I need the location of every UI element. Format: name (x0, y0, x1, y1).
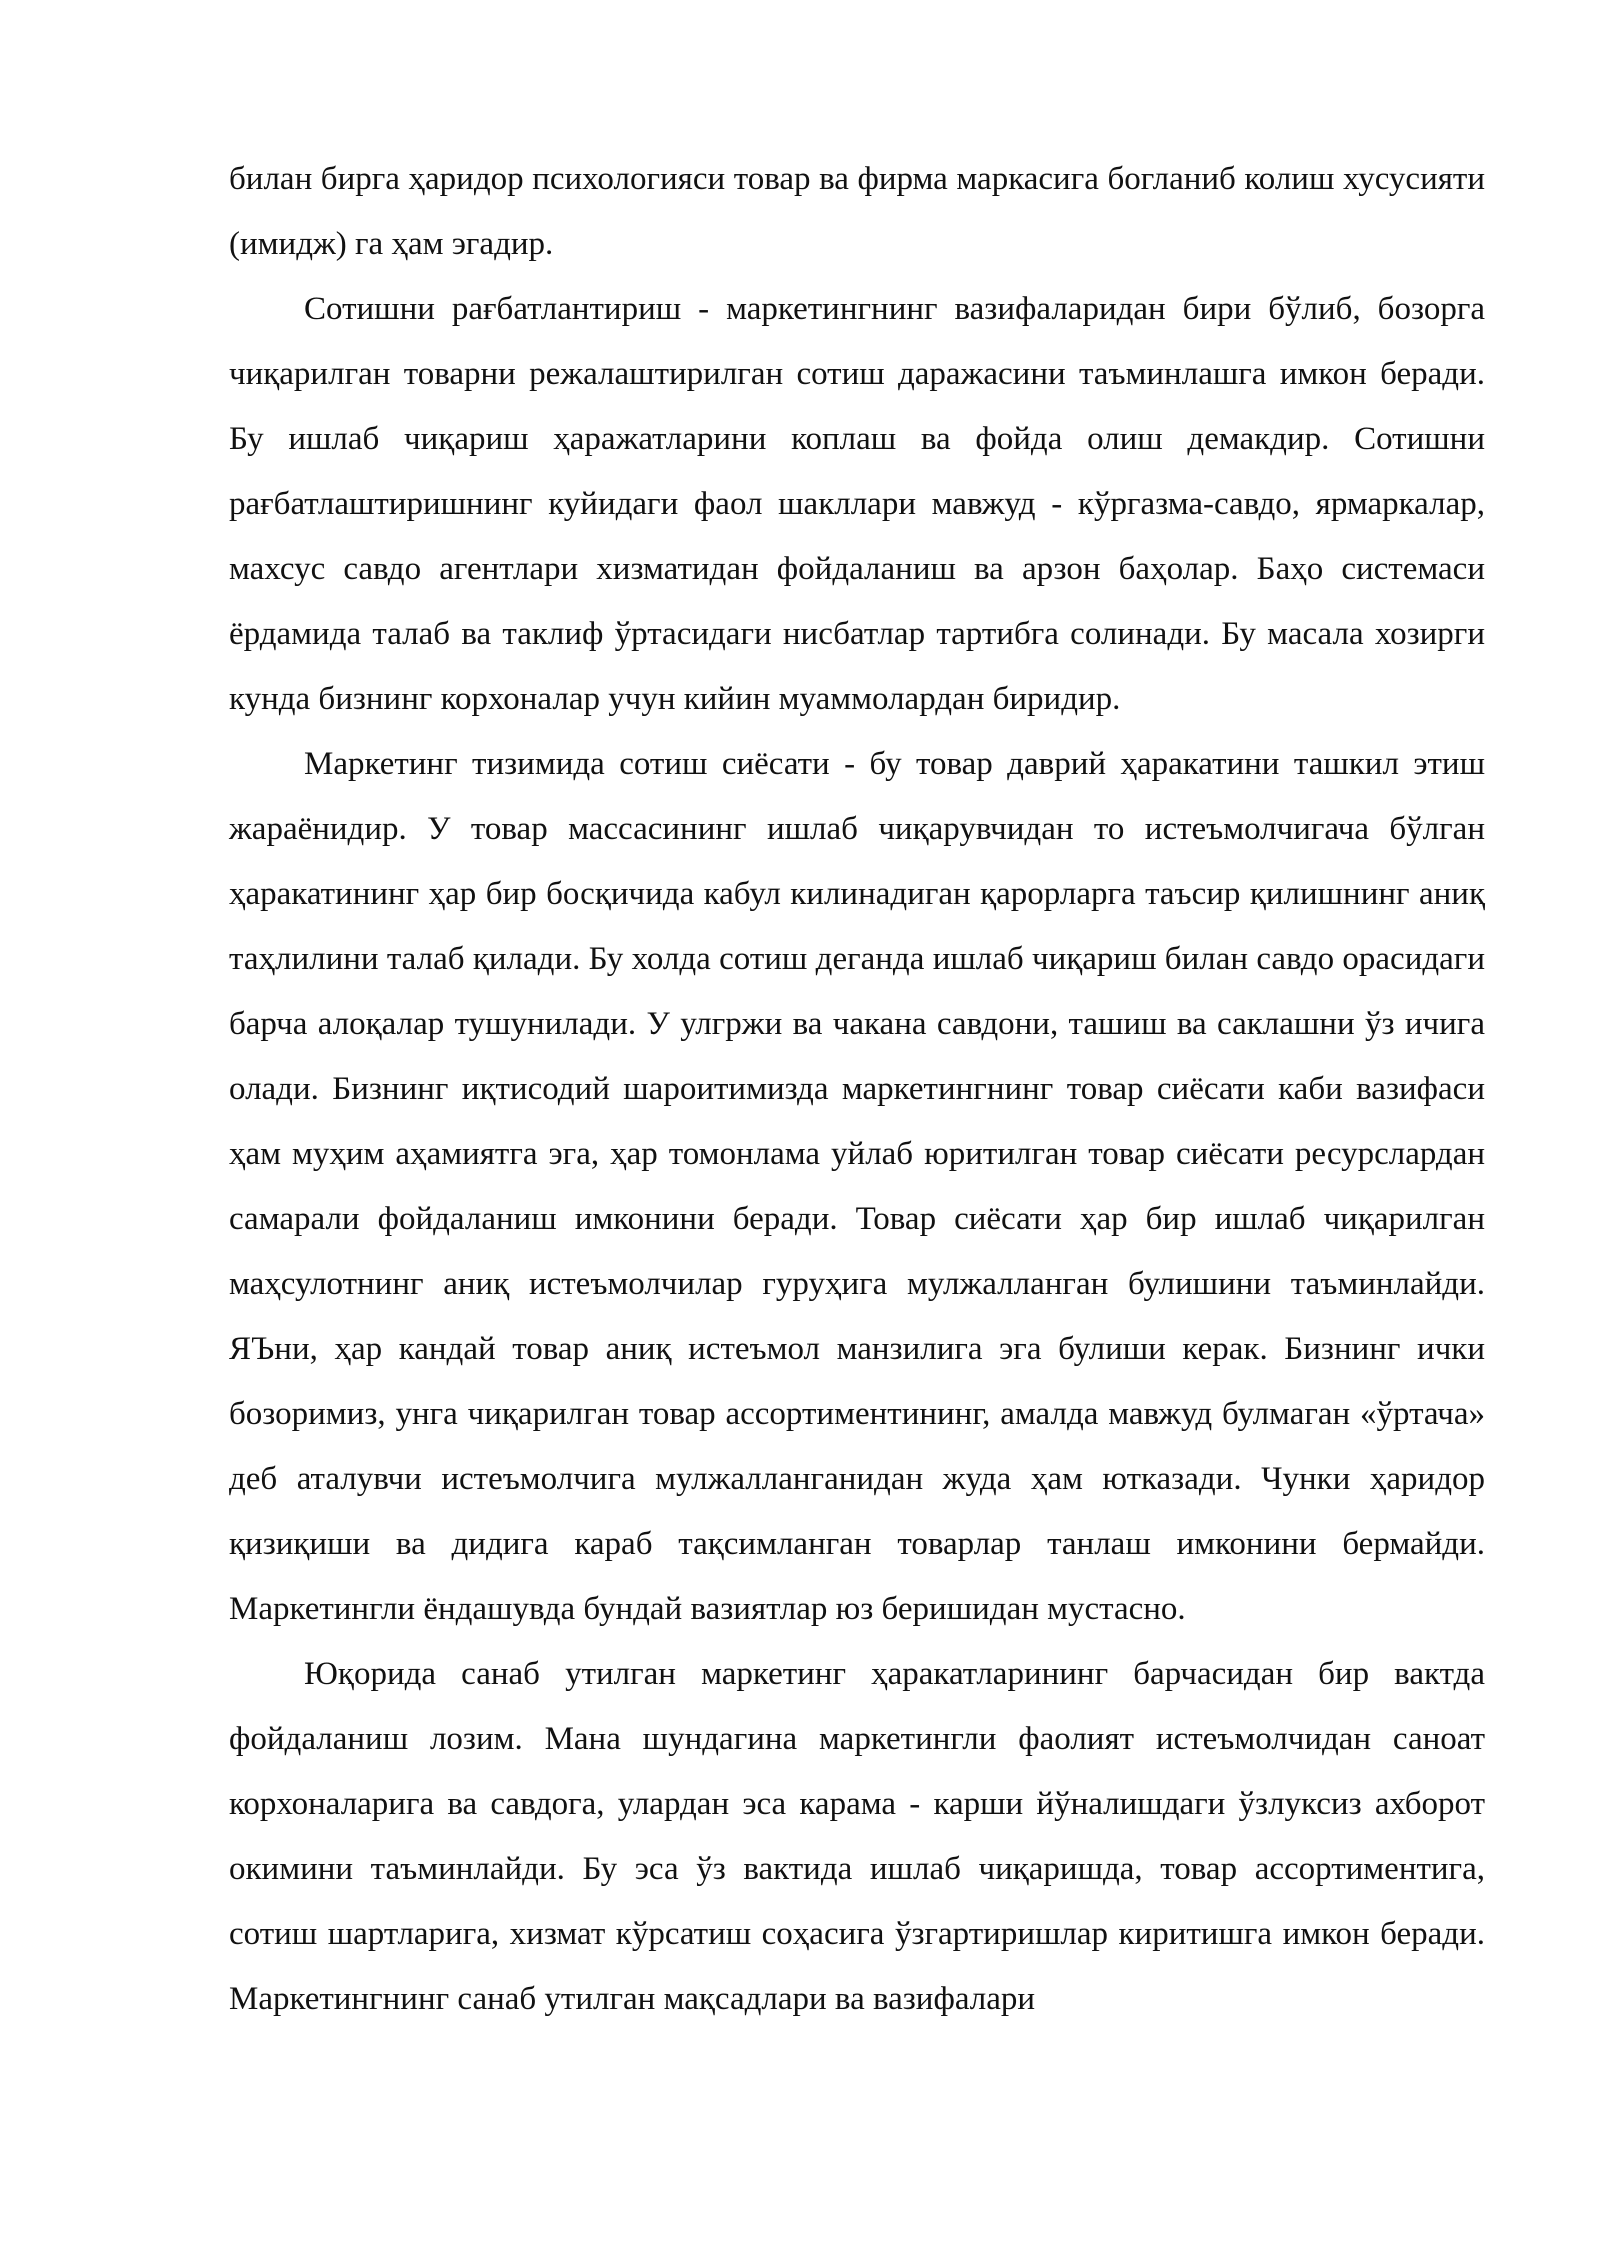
paragraph-continuation: билан бирга ҳаридор психологияси товар ва фирма маркасига богланиб колиш хусусияти (имидж) га ҳам эгадир. (229, 161, 1485, 262)
paragraph-sales-policy: Маркетинг тизимида сотиш сиёсати - бу товар даврий ҳаракатини ташкил этиш жараёнидир. У товар массасининг ишлаб чиқарувчидан то истеъмолчигача бўлган ҳаракатининг ҳар бир босқичида кабул килинадиган қарорларга таъсир қилишнинг аниқ таҳлилини талаб қилади. Бу холда сотиш деганда ишлаб чиқариш билан савдо орасидаги барча алоқалар тушунилади. У улгржи ва чакана савдони, ташиш ва саклашни ўз ичига олади. Бизнинг иқтисодий шароитимизда маркетингнинг товар сиёсати каби вазифаси ҳам муҳим аҳамиятга эга, ҳар томонлама уйлаб юритилган товар сиёсати ресурслардан самарали фойдаланиш имконини беради. Товар сиёсати ҳар бир ишлаб чиқарилган маҳсулотнинг аниқ истеъмолчилар гуруҳига мулжалланган булишини таъминлайди. ЯЪни, ҳар кандай товар аниқ истеъмол манзилига эга булиши керак. Бизнинг ички бозоримиз, унга чиқарилган товар ассортиментининг, амалда мавжуд булмаган «ўртача» деб аталувчи истеъмолчига мулжалланганидан жуда ҳам ютказади. Чунки ҳаридор қизиқиши ва дидига караб тақсимланган товарлар танлаш имконини бермайди. Маркетингли ёндашувда бундай вазиятлар юз беришидан мустасно. (229, 746, 1485, 1627)
paragraph-sales-promotion: Сотишни рағбатлантириш - маркетингнинг вазифаларидан бири бўлиб, бозорга чиқарилган товарни режалаштирилган сотиш даражасини таъминлашга имкон беради. Бу ишлаб чиқариш ҳаражатларини коплаш ва фойда олиш демакдир. Сотишни рағбатлаштиришнинг куйидаги фаол шакллари мавжуд - кўргазма-савдо, ярмаркалар, махсус савдо агентлари хизматидан фойдаланиш ва арзон баҳолар. Баҳо системаси ёрдамида талаб ва таклиф ўртасидаги нисбатлар тартибга солинади. Бу масала хозирги кунда бизнинг корхоналар учун кийин муаммолардан биридир. (229, 291, 1485, 717)
document-body (229, 147, 1485, 2032)
paragraph-marketing-actions: Юқорида санаб утилган маркетинг ҳаракатларининг барчасидан бир вактда фойдаланиш лозим. Мана шундагина маркетингли фаолият истеъмолчидан саноат корхоналарига ва савдога, улардан эса карама - карши йўналишдаги ўзлуксиз ахборот окимини таъминлайди. Бу эса ўз вактида ишлаб чиқаришда, товар ассортиментига, сотиш шартларига, хизмат кўрсатиш соҳасига ўзгартиришлар киритишга имкон беради. Маркетингнинг санаб утилган мақсадлари ва вазифалари (229, 1656, 1485, 2017)
